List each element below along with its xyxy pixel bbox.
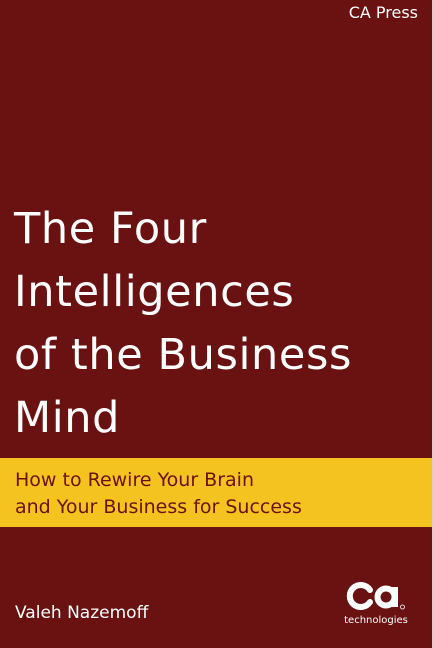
subtitle-line: How to Rewire Your Brain [15,469,254,491]
logo-tagline: technologies [344,615,408,626]
book-title [14,198,429,450]
ca-logo-icon [346,578,406,614]
book-subtitle [15,467,302,521]
subtitle-band [0,458,432,527]
publisher-label: CA Press [348,3,418,22]
author-name: Valeh Nazemoff [15,603,149,623]
title-line: Mind [14,393,120,443]
title-line: of the Business [14,330,352,380]
title-line: Intelligences [14,267,295,317]
title-line: The Four [14,204,207,254]
subtitle-line: and Your Business for Success [15,496,302,518]
ca-technologies-logo [336,578,416,630]
